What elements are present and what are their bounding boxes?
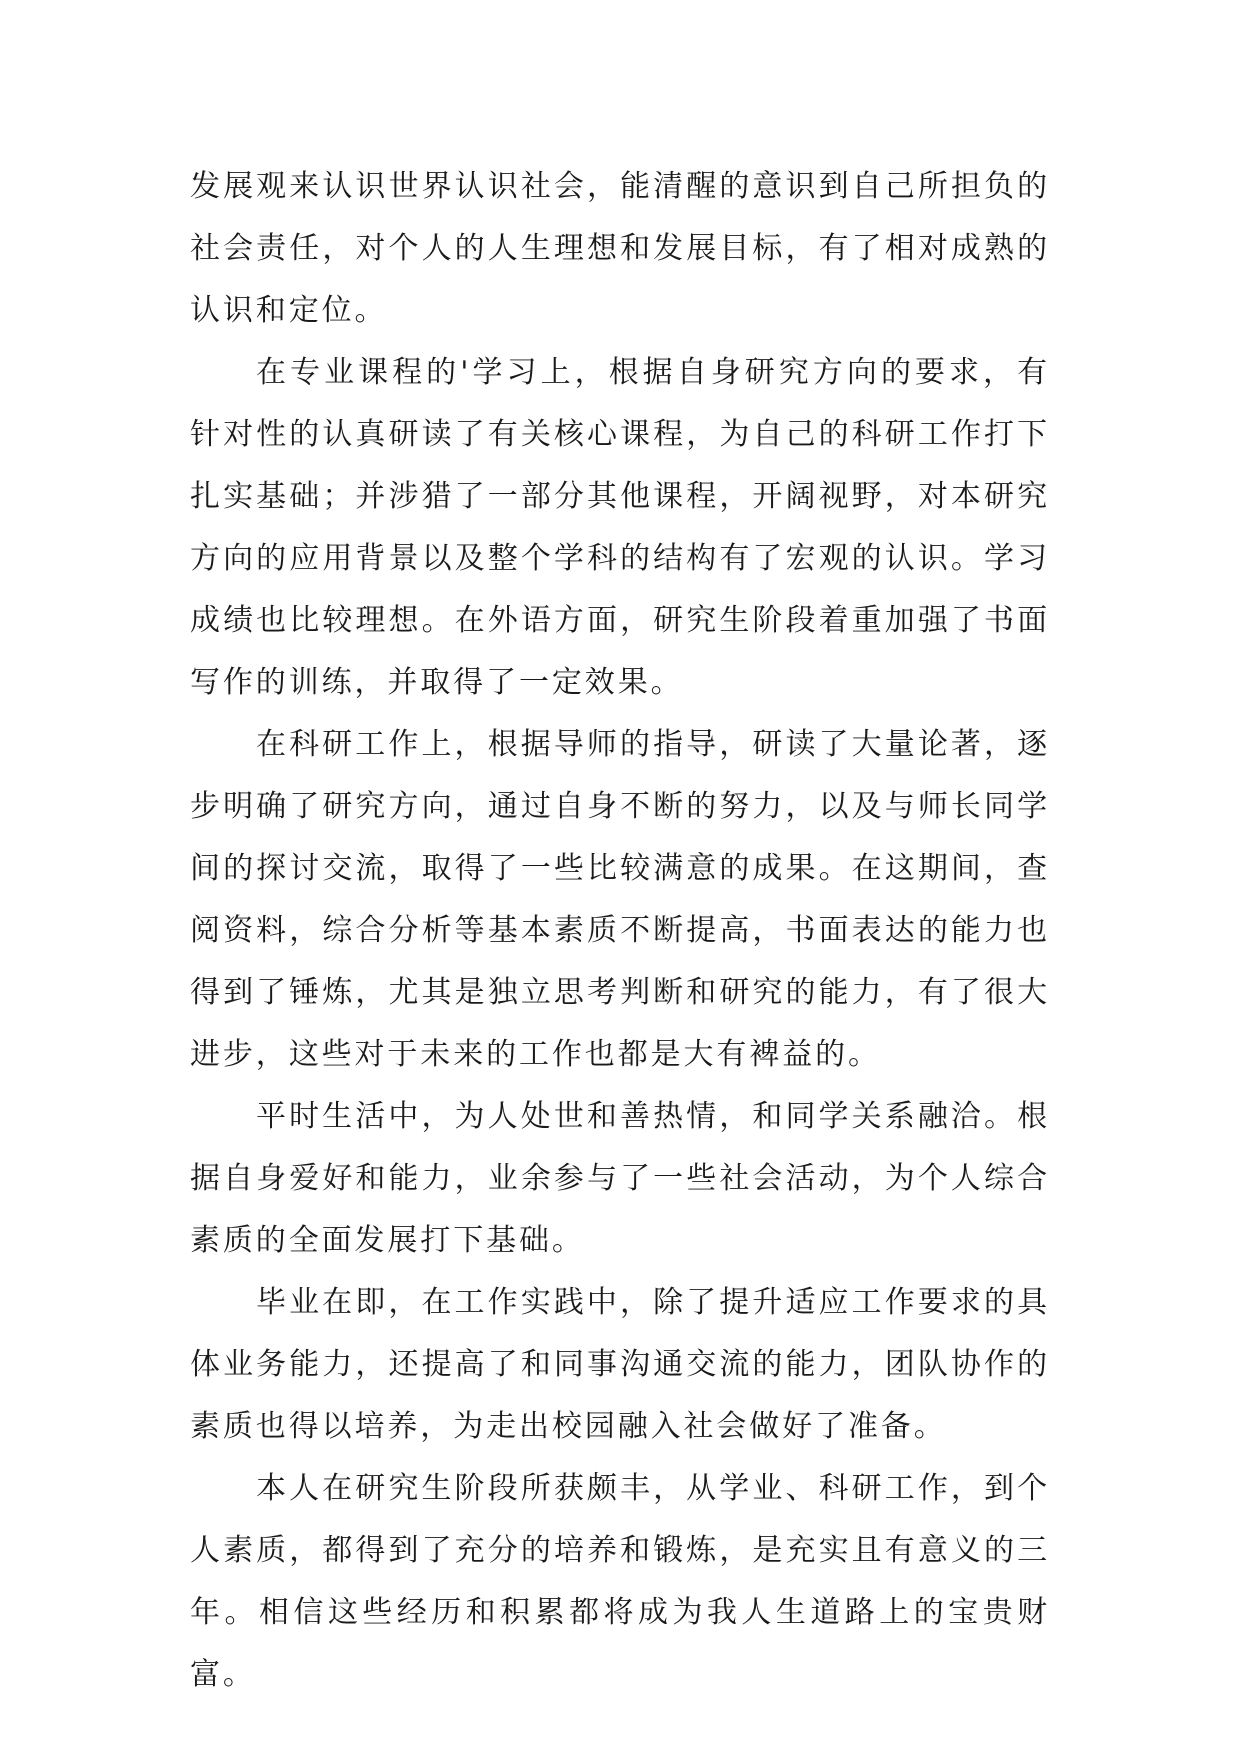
paragraph-5: 毕业在即，在工作实践中，除了提升适应工作要求的具体业务能力，还提高了和同事沟通交流的能力，团队协作的素质也得以培养，为走出校园融入社会做好了准备。: [190, 1285, 1050, 1444]
paragraph-1: 发展观来认识世界认识社会，能清醒的意识到自己所担负的社会责任，对个人的人生理想和发展目标，有了相对成熟的认识和定位。: [190, 169, 1050, 328]
paragraph-6: 本人在研究生阶段所获颇丰，从学业、科研工作，到个人素质，都得到了充分的培养和锻炼，是充实且有意义的三年。相信这些经历和积累都将成为我人生道路上的宝贵财富。: [190, 1471, 1050, 1692]
paragraph-2: 在专业课程的'学习上，根据自身研究方向的要求，有针对性的认真研读了有关核心课程，为自己的科研工作打下扎实基础；并涉猎了一部分其他课程，开阔视野，对本研究方向的应用背景以及整个学科的结构有了宏观的认识。学习成绩也比较理想。在外语方面，研究生阶段着重加强了书面写作的训练，并取得了一定效果。: [190, 355, 1050, 700]
document-page: [190, 156, 1050, 1706]
paragraph-3: 在科研工作上，根据导师的指导，研读了大量论著，逐步明确了研究方向，通过自身不断的努力，以及与师长同学间的探讨交流，取得了一些比较满意的成果。在这期间，查阅资料，综合分析等基本素质不断提高，书面表达的能力也得到了锤炼，尤其是独立思考判断和研究的能力，有了很大进步，这些对于未来的工作也都是大有裨益的。: [190, 727, 1050, 1072]
paragraph-4: 平时生活中，为人处世和善热情，和同学关系融洽。根据自身爱好和能力，业余参与了一些社会活动，为个人综合素质的全面发展打下基础。: [190, 1099, 1050, 1258]
